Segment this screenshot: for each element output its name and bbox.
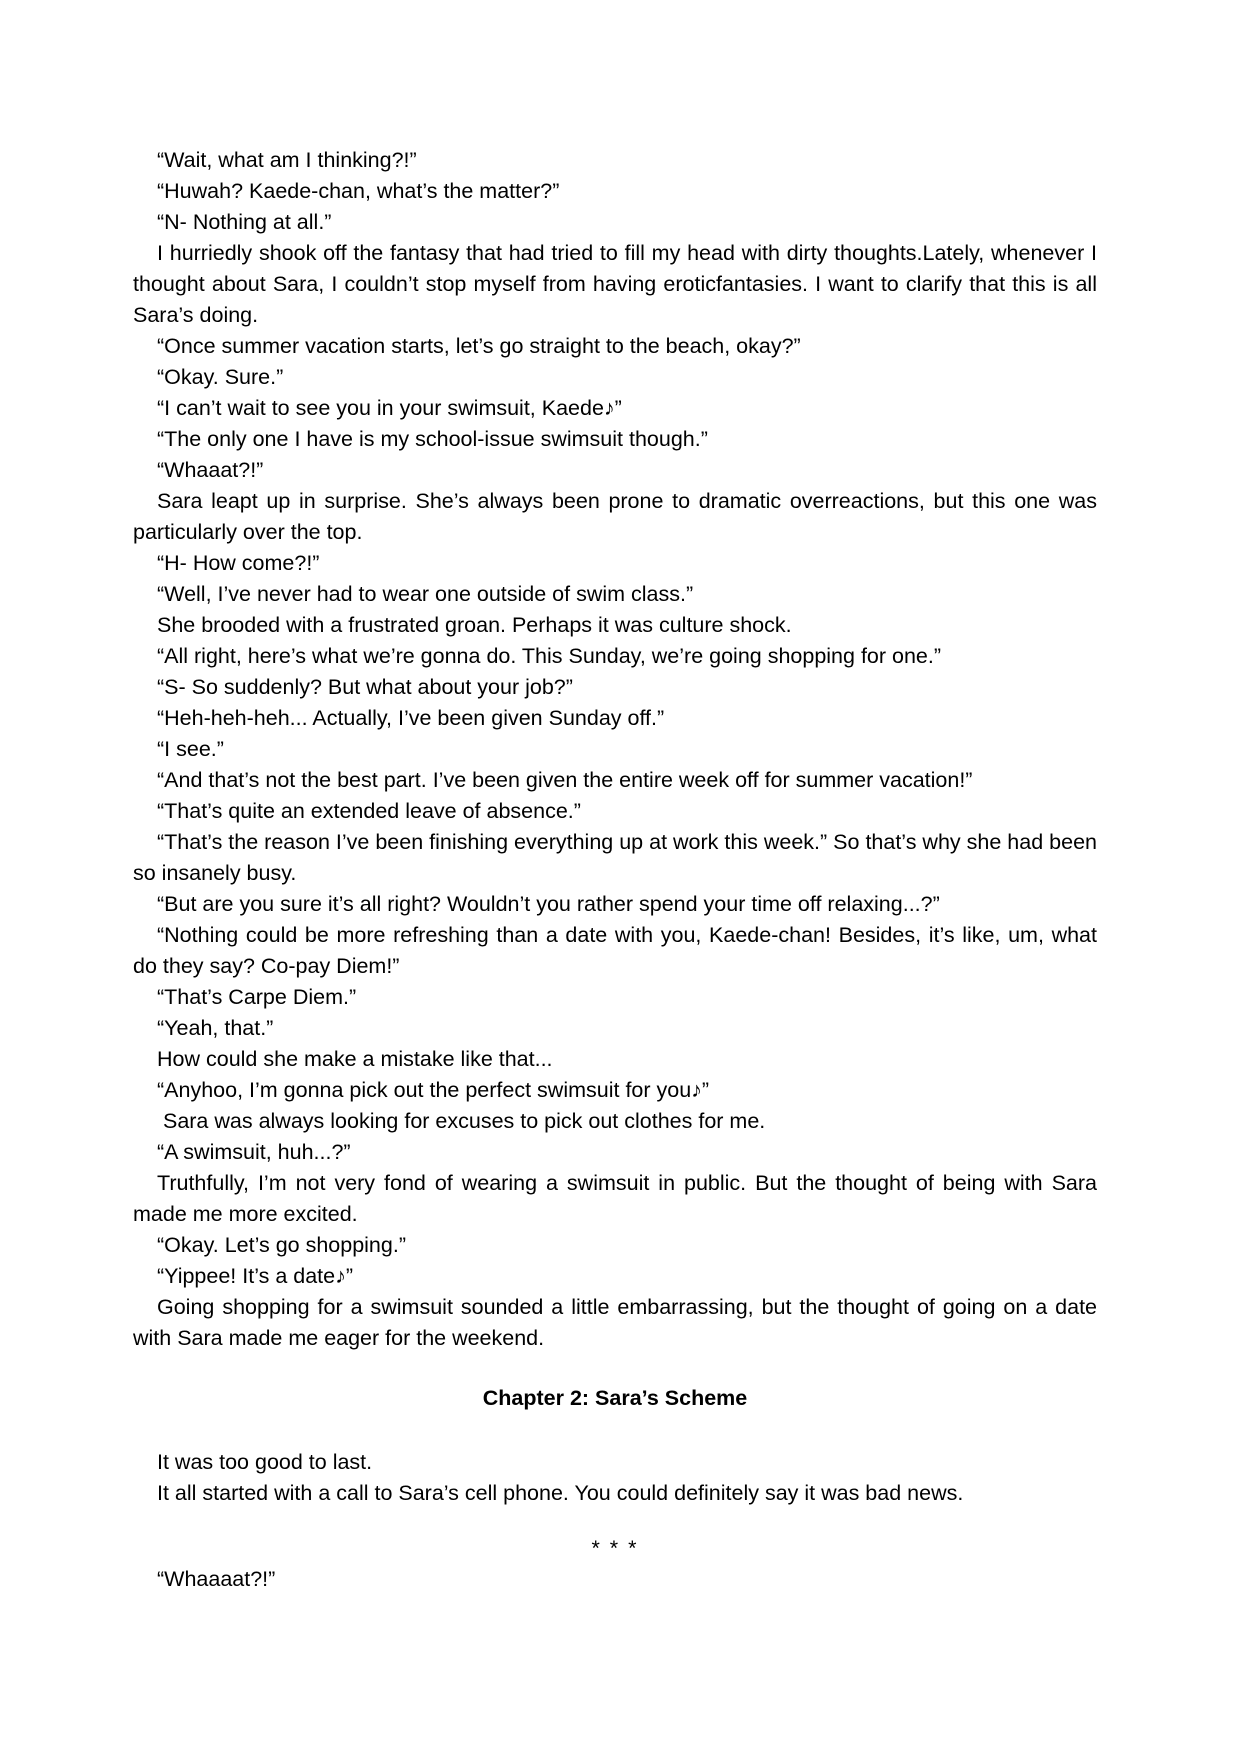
paragraph: “A swimsuit, huh...?” [157,1140,351,1164]
paragraph: “All right, here’s what we’re gonna do. This Sunday, we’re going shopping for one.” [157,644,942,668]
paragraph: “That’s the reason I’ve been finishing everything up at work this week.” So that’s why she had been so insanely busy. [133,830,1097,885]
paragraph: “Yippee! It’s a date♪” [157,1264,353,1288]
paragraph: “And that’s not the best part. I’ve been given the entire week off for summer vacation!” [157,768,973,792]
paragraph: I hurriedly shook off the fantasy that had tried to fill my head with dirty thoughts.Lately, whenever I thought about Sara, I couldn’t stop myself from having eroticfantasies. I want to clarify that this is all Sara’s doing. [133,241,1097,327]
paragraph: “Okay. Let’s go shopping.” [157,1233,406,1257]
chapter-heading: Chapter 2: Sara’s Scheme [482,1386,748,1410]
paragraph: “Yeah, that.” [157,1016,274,1040]
paragraph: “Well, I’ve never had to wear one outside of swim class.” [157,582,694,606]
paragraph: “I see.” [157,737,224,761]
paragraph: “Once summer vacation starts, let’s go straight to the beach, okay?” [157,334,801,358]
paragraph: “Wait, what am I thinking?!” [157,148,417,172]
paragraph: “That’s Carpe Diem.” [157,985,357,1009]
paragraph: “The only one I have is my school-issue swimsuit though.” [157,427,708,451]
paragraph: How could she make a mistake like that... [157,1047,553,1071]
paragraph: “Huwah? Kaede-chan, what’s the matter?” [157,179,560,203]
paragraph: She brooded with a frustrated groan. Perhaps it was culture shock. [157,613,792,637]
paragraph: “H- How come?!” [157,551,320,575]
paragraph: “I can’t wait to see you in your swimsuit, Kaede♪” [157,396,622,420]
paragraph: “But are you sure it’s all right? Wouldn’t you rather spend your time off relaxing...?” [157,892,940,916]
paragraph: “S- So suddenly? But what about your job?” [157,675,573,699]
paragraph: “That’s quite an extended leave of absence.” [157,799,581,823]
paragraph: Sara leapt up in surprise. She’s always been prone to dramatic overreactions, but this one was particularly over the top. [133,489,1097,544]
paragraph: “Heh-heh-heh... Actually, I’ve been given Sunday off.” [157,706,665,730]
paragraph: “Nothing could be more refreshing than a date with you, Kaede-chan! Besides, it’s like, um, what do they say? Co-pay Diem!” [133,923,1097,978]
paragraph: It was too good to last. [157,1450,373,1474]
paragraph: “Whaaaat?!” [157,1567,276,1591]
text-column [133,145,1097,1595]
paragraph: It all started with a call to Sara’s cell phone. You could definitely say it was bad news. [157,1481,964,1505]
paragraph: Sara was always looking for excuses to pick out clothes for me. [157,1109,766,1133]
paragraph: “N- Nothing at all.” [157,210,332,234]
paragraph: “Anyhoo, I’m gonna pick out the perfect swimsuit for you♪” [157,1078,710,1102]
paragraph: Going shopping for a swimsuit sounded a little embarrassing, but the thought of going on a date with Sara made me eager for the weekend. [133,1295,1097,1350]
paragraph: “Okay. Sure.” [157,365,284,389]
section-separator: * * * [591,1536,639,1560]
paragraph: Truthfully, I’m not very fond of wearing a swimsuit in public. But the thought of being with Sara made me more excited. [133,1171,1097,1226]
paragraph: “Whaaat?!” [157,458,264,482]
